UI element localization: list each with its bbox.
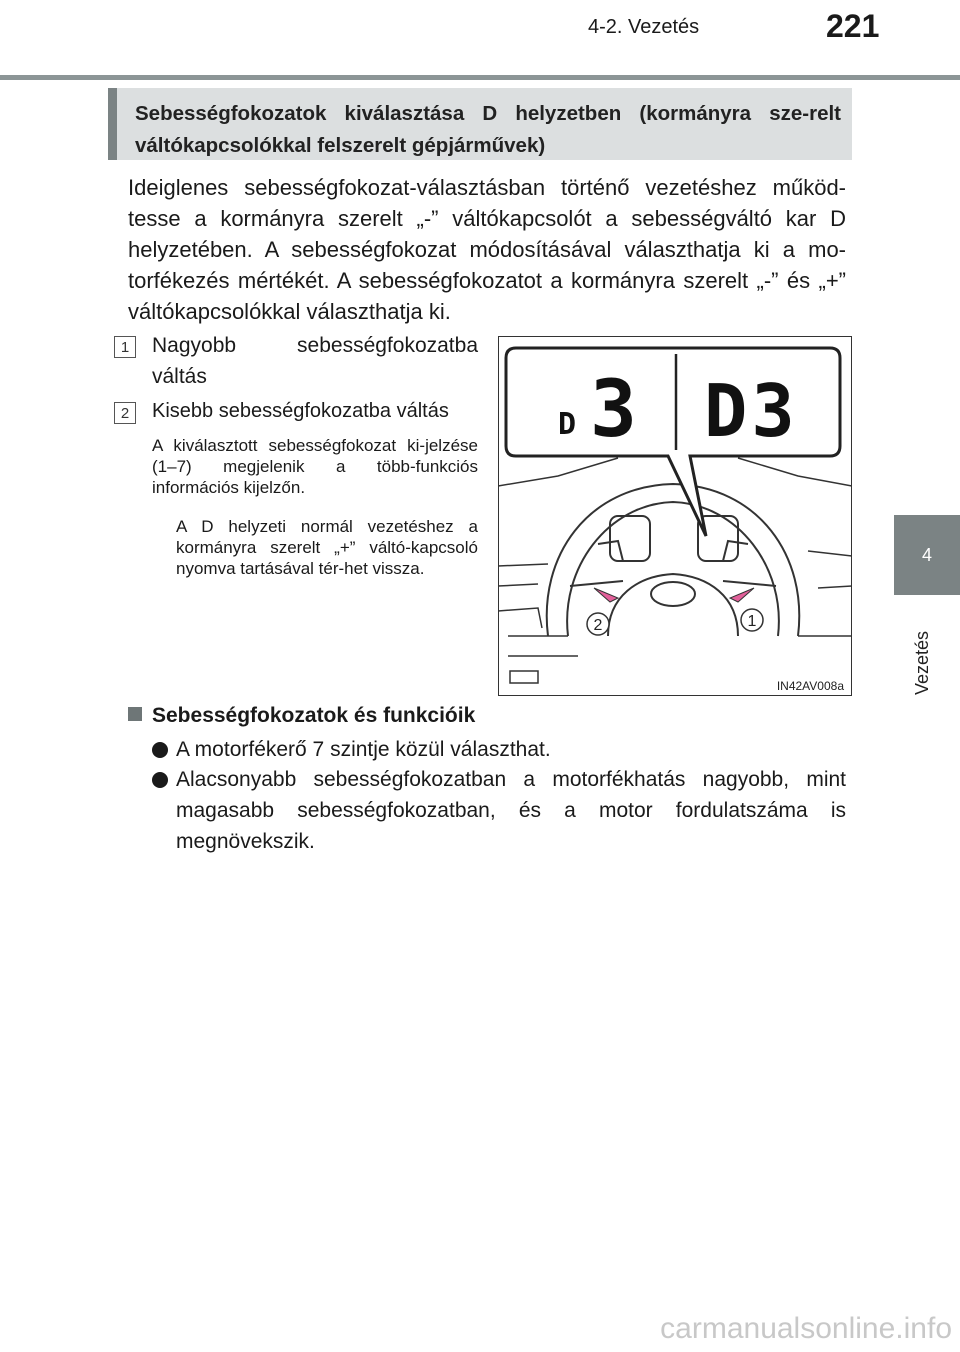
display-right: D3 <box>704 369 799 453</box>
steering-wheel-figure <box>498 336 852 696</box>
section-title-box <box>108 88 852 160</box>
chapter-tab-number: 4 <box>921 544 932 565</box>
callout-1 <box>741 609 763 631</box>
callout-2-label: 2 <box>593 617 603 634</box>
header-rule <box>0 75 960 80</box>
item-number-1: 1 <box>114 336 136 358</box>
callout-2 <box>587 613 609 635</box>
page-number: 221 <box>826 8 880 44</box>
bullet-dot-icon <box>152 772 168 788</box>
subsection-heading <box>128 704 475 728</box>
note-return-d: A D helyzeti normál vezetéshez a kormányra szerelt „+” váltó-kapcsoló nyomva tartásával tér-het vissza. <box>176 517 478 578</box>
display-left-big: 3 <box>590 365 637 455</box>
section-title: Sebességfokozatok kiválasztása D helyzetben (kormányra sze-relt váltókapcsolókkal felszerelt gépjárművek) <box>135 102 841 157</box>
chapter-tab-label: Vezetés <box>912 630 932 696</box>
display-left-small: D <box>558 407 577 442</box>
item-text-2: Kisebb sebességfokozatba váltás <box>152 400 449 422</box>
item-number-2: 2 <box>114 402 136 424</box>
chapter-tab[interactable] <box>894 515 960 595</box>
intro-paragraph: Ideiglenes sebességfokozat-választásban történő vezetéshez működ-tesse a kormányra szerelt „-” váltókapcsolót a sebességváltó kar D helyzetében. A sebességfokozat módosításával választhatja ki a mo-torfékezés mértékét. A sebességfokozatot a kormányra szerelt „-” és „+” váltókapcsolókkal választhatja ki. <box>128 175 846 324</box>
callout-1-label: 1 <box>747 613 757 630</box>
figure-code: IN42AV008a <box>776 679 844 693</box>
square-bullet-icon <box>128 707 142 721</box>
bullet-item-2: Alacsonyabb sebességfokozatban a motorfékhatás nagyobb, mint magasabb sebességfokozatban, és a motor fordulatszáma is megnövekszik. <box>176 768 846 853</box>
subsection-heading-text: Sebességfokozatok és funkcióik <box>152 704 476 727</box>
note-indicator: A kiválasztott sebességfokozat ki-jelzése (1–7) megjelenik a több-funkciós információs kijelzőn. <box>152 436 478 497</box>
running-header-section: 4-2. Vezetés <box>588 16 700 38</box>
watermark: carmanualsonline.info <box>660 1312 952 1345</box>
bullet-item-1: A motorfékerő 7 szintje közül választhat. <box>176 738 551 761</box>
bullet-dot-icon <box>152 742 168 758</box>
item-text-1: Nagyobb sebességfokozatba váltás <box>152 334 478 388</box>
